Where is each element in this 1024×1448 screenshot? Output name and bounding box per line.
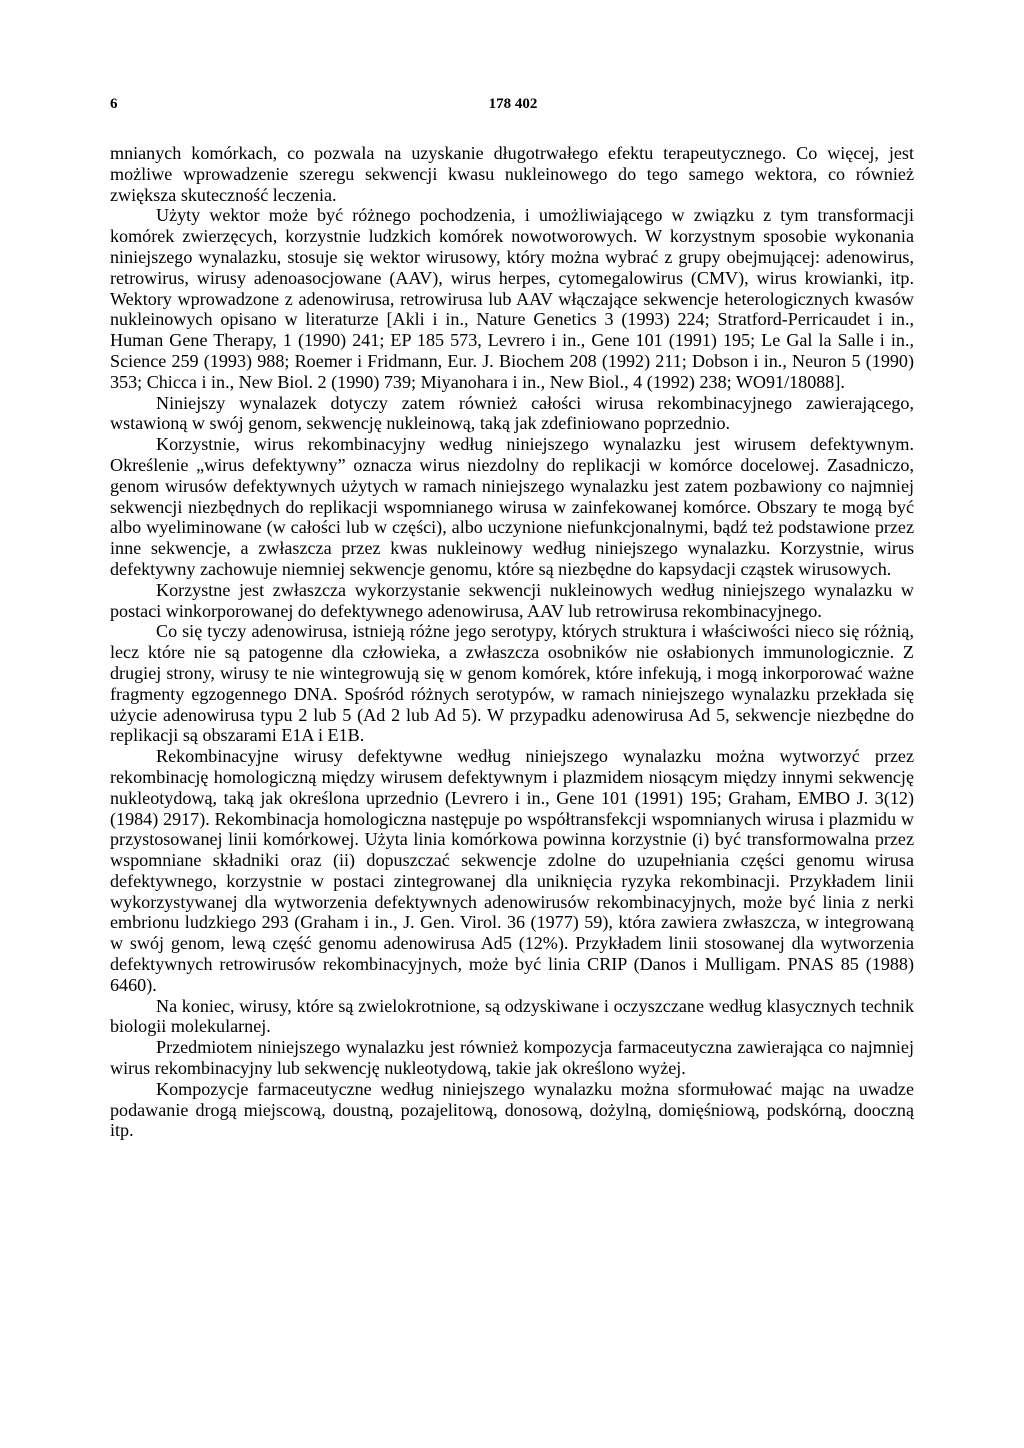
page-number: 6 bbox=[110, 96, 118, 112]
paragraph: Rekombinacyjne wirusy defektywne według niniejszego wynalazku można wytworzyć przez rekombinację homologiczną między wirusem defektywnym i plazmidem niosącym między innymi sekwencję nukleotydową, taką jak określona uprzednio (Levrero i in., Gene 101 (1991) 195; Graham, EMBO J. 3(12) (1984) 2917). Rekombinacja homologiczna następuje po współtransfekcji wspomnianych wirusa i plazmidu w przystosowanej linii komórkowej. Użyta linia komórkowa powinna korzystnie (i) być transformowalna przez wspomniane składniki oraz (ii) dopuszczać sekwencje zdolne do uzupełniania części genomu wirusa defektywnego, korzystnie w postaci zintegrowanej dla uniknięcia ryzyka rekombinacji. Przykładem linii wykorzystywanej dla wytworzenia defektywnych adenowirusów rekombinacyjnych, może być linia z nerki embrionu ludzkiego 293 (Graham i in., J. Gen. Virol. 36 (1977) 59), która zawiera zwłaszcza, w integrowaną w swój genom, lewą część genomu adenowirusa Ad5 (12%). Przykładem linii stosowanej dla wytworzenia defektywnych retrowirusów rekombinacyjnych, może być linia CRIP (Danos i Mulligam. PNAS 85 (1988) 6460). bbox=[110, 746, 914, 995]
paragraph: Użyty wektor może być różnego pochodzenia, i umożliwiającego w związku z tym transformacji komórek zwierzęcych, korzystnie ludzkich komórek nowotworowych. W korzystnym sposobie wykonania niniejszego wynalazku, stosuje się wektor wirusowy, który można wybrać z grupy obejmującej: adenowirus, retrowirus, wirusy adenoasocjowane (AAV), wirus herpes, cytomegalowirus (CMV), wirus krowianki, itp. Wektory wprowadzone z adenowirusa, retrowirusa lub AAV włączające sekwencje heterologicznych kwasów nukleinowych opisano w literaturze [Akli i in., Nature Genetics 3 (1993) 224; Stratford-Perricaudet i in., Human Gene Therapy, 1 (1990) 241; EP 185 573, Levrero i in., Gene 101 (1991) 195; Le Gal la Salle i in., Science 259 (1993) 988; Roemer i Fridmann, Eur. J. Biochem 208 (1992) 211; Dobson i in., Neuron 5 (1990) 353; Chicca i in., New Biol. 2 (1990) 739; Miyanohara i in., New Biol., 4 (1992) 238; WO91/18088]. bbox=[110, 205, 914, 392]
paragraph: Przedmiotem niniejszego wynalazku jest również kompozycja farmaceutyczna zawierająca co najmniej wirus rekombinacyjny lub sekwencję nukleotydową, takie jak określono wyżej. bbox=[110, 1037, 914, 1079]
paragraph: Kompozycje farmaceutyczne według niniejszego wynalazku można sformułować mając na uwadze podawanie drogą miejscową, doustną, pozajelitową, donosową, dożylną, domięśniową, podskórną, dooczną itp. bbox=[110, 1078, 914, 1141]
paragraph: Korzystne jest zwłaszcza wykorzystanie sekwencji nukleinowych według niniejszego wynalazku w postaci winkorporowanej do defektywnego adenowirusa, AAV lub retrowirusa rekombinacyjnego. bbox=[110, 579, 914, 621]
paragraph: mnianych komórkach, co pozwala na uzyskanie długotrwałego efektu terapeutycznego. Co więcej, jest możliwe wprowadzenie szeregu sekwencji kwasu nukleinowego do tego samego wektora, co również zwiększa skuteczność leczenia. bbox=[110, 143, 914, 205]
paragraph: Korzystnie, wirus rekombinacyjny według niniejszego wynalazku jest wirusem defektywnym. Określenie „wirus defektywny” oznacza wirus niezdolny do replikacji w komórce docelowej. Zasadniczo, genom wirusów defektywnych użytych w ramach niniejszego wynalazku jest zatem pozbawiony co najmniej sekwencji niezbędnych do replikacji wspomnianego wirusa w zainfekowanej komórce. Obszary te mogą być albo wyeliminowane (w całości lub w części), albo uczynione niefunkcjonalnymi, bądź też podstawione przez inne sekwencje, a zwłaszcza przez kwas nukleinowy według niniejszego wynalazku. Korzystnie, wirus defektywny zachowuje niemniej sekwencje genomu, które są niezbędne do kapsydacji cząstek wirusowych. bbox=[110, 434, 914, 579]
paragraph: Niniejszy wynalazek dotyczy zatem również całości wirusa rekombinacyjnego zawierającego, wstawioną w swój genom, sekwencję nukleinową, taką jak zdefiniowano poprzednio. bbox=[110, 392, 914, 434]
page-header bbox=[110, 96, 916, 120]
body-text bbox=[110, 143, 914, 1141]
document-number: 178 402 bbox=[488, 96, 538, 112]
paragraph: Co się tyczy adenowirusa, istnieją różne jego serotypy, których struktura i właściwości nieco się różnią, lecz które nie są patogenne dla człowieka, a zwłaszcza osobników nie osłabionych immunologicznie. Z drugiej strony, wirusy te nie wintegrowują się w genom komórek, które infekują, i mogą inkorporować ważne fragmenty egzogennego DNA. Spośród różnych serotypów, w ramach niniejszego wynalazku przekłada się użycie adenowirusa typu 2 lub 5 (Ad 2 lub Ad 5). W przypadku adenowirusa Ad 5, sekwencje niezbędne do replikacji są obszarami E1A i E1B. bbox=[110, 621, 914, 746]
paragraph: Na koniec, wirusy, które są zwielokrotnione, są odzyskiwane i oczyszczane według klasycznych technik biologii molekularnej. bbox=[110, 995, 914, 1037]
